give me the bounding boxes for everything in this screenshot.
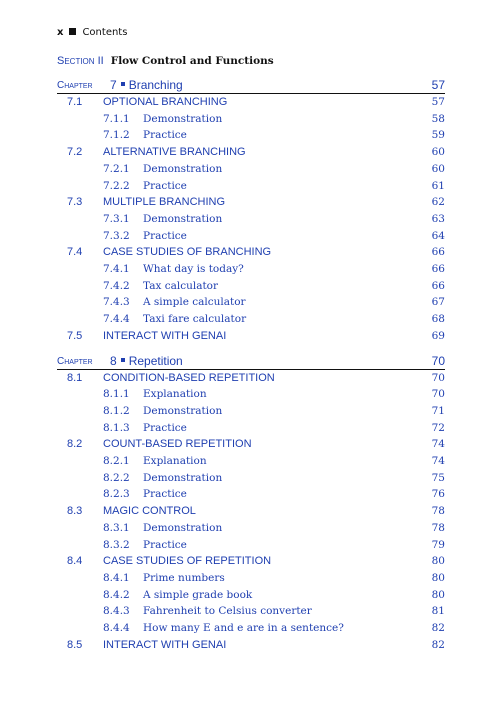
entry-title: Practice — [143, 538, 187, 551]
toc-subsection-entry[interactable] — [57, 113, 445, 127]
entry-page: 59 — [431, 129, 445, 142]
entry-title: CASE STUDIES OF BRANCHING — [103, 246, 272, 259]
toc-subsection-entry[interactable] — [57, 622, 445, 636]
entry-title: ALTERNATIVE BRANCHING — [103, 146, 246, 159]
entry-number: 8.4.4 — [103, 622, 130, 634]
entry-page: 78 — [431, 505, 445, 518]
entry-page: 60 — [431, 162, 445, 175]
chapter-name: Branching — [128, 78, 183, 92]
entry-page: 70 — [431, 371, 445, 384]
section-label: Section II — [57, 55, 104, 67]
entry-page: 75 — [431, 471, 445, 484]
entry-title: Practice — [143, 421, 187, 434]
toc-subsection-entry[interactable] — [57, 296, 445, 310]
entry-number: 7.2.2 — [103, 179, 130, 192]
toc-section-entry[interactable] — [57, 555, 445, 569]
toc-section-entry[interactable] — [57, 372, 445, 386]
chapter-number: 7 — [110, 78, 117, 92]
toc-subsection-entry[interactable] — [57, 522, 445, 536]
toc-subsection-entry[interactable] — [57, 488, 445, 502]
entry-number: 7.3.1 — [103, 212, 130, 225]
entry-number: 7.1 — [67, 96, 83, 108]
entry-title: How many E and e are in a sentence? — [143, 622, 344, 634]
entry-number: 8.2.1 — [103, 455, 130, 467]
toc-subsection-entry[interactable] — [57, 472, 445, 486]
entry-page: 70 — [431, 388, 445, 401]
entry-page: 79 — [431, 538, 445, 551]
entry-number: 8.4.1 — [103, 571, 130, 584]
toc-subsection-entry[interactable] — [57, 280, 445, 294]
header-title: Contents — [82, 27, 128, 38]
entry-number: 7.4.4 — [103, 313, 130, 326]
entry-number: 8.5 — [67, 638, 83, 651]
entry-number: 8.1 — [67, 371, 83, 384]
toc-subsection-entry[interactable] — [57, 180, 445, 194]
toc-subsection-entry[interactable] — [57, 589, 445, 603]
entry-title: Tax calculator — [143, 279, 219, 292]
entry-title: A simple grade book — [143, 588, 253, 601]
toc-section-entry[interactable] — [57, 246, 445, 260]
entry-number: 7.3 — [67, 196, 83, 209]
toc-subsection-entry[interactable] — [57, 213, 445, 227]
entry-number: 7.1.1 — [103, 112, 130, 125]
entry-page: 76 — [431, 488, 445, 501]
entry-number: 8.4 — [67, 555, 83, 568]
entry-page: 66 — [431, 246, 445, 259]
entry-number: 8.1.1 — [103, 388, 130, 401]
chapter-heading[interactable] — [57, 79, 445, 94]
toc-subsection-entry[interactable] — [57, 405, 445, 419]
entry-title: Practice — [143, 229, 187, 242]
entry-page: 69 — [431, 329, 445, 342]
toc-section-entry[interactable] — [57, 96, 445, 110]
toc-section-entry[interactable] — [57, 146, 445, 160]
entry-page: 80 — [431, 571, 445, 584]
entry-number: 8.1.2 — [103, 404, 130, 417]
entry-page: 71 — [431, 404, 445, 417]
entry-number: 8.1.3 — [103, 421, 130, 434]
entry-page: 66 — [431, 263, 445, 275]
square-separator-icon — [121, 358, 125, 362]
toc-subsection-entry[interactable] — [57, 455, 445, 469]
chapter-label: Chapter — [57, 355, 93, 367]
entry-title: Practice — [143, 129, 187, 142]
entry-title: Taxi fare calculator — [143, 313, 247, 326]
entry-title: Fahrenheit to Celsius converter — [143, 605, 312, 618]
entry-title: OPTIONAL BRANCHING — [103, 96, 228, 108]
chapter-number: 8 — [110, 353, 117, 368]
entry-number: 8.3.1 — [103, 521, 130, 534]
entry-title: INTERACT WITH GENAI — [103, 329, 227, 342]
chapter-name: Repetition — [128, 353, 183, 368]
toc-subsection-entry[interactable] — [57, 230, 445, 244]
chapter-title — [110, 354, 183, 368]
entry-page: 68 — [431, 313, 445, 326]
entry-page: 81 — [431, 605, 445, 618]
entry-page: 72 — [431, 421, 445, 434]
square-separator-icon — [121, 82, 125, 86]
entry-page: 58 — [431, 112, 445, 125]
entry-number: 7.4.3 — [103, 296, 130, 309]
entry-page: 74 — [431, 438, 445, 451]
entry-page: 78 — [431, 521, 445, 534]
entry-title: MAGIC CONTROL — [103, 505, 196, 518]
toc-subsection-entry[interactable] — [57, 388, 445, 402]
entry-number: 8.4.2 — [103, 588, 130, 601]
entry-page: 57 — [431, 96, 445, 108]
toc-subsection-entry[interactable] — [57, 605, 445, 619]
entry-title: Demonstration — [143, 212, 223, 225]
entry-number: 7.5 — [67, 329, 83, 342]
toc-subsection-entry[interactable] — [57, 263, 445, 277]
entry-title: Demonstration — [143, 112, 223, 125]
toc-subsection-entry[interactable] — [57, 539, 445, 553]
toc-section-entry[interactable] — [57, 505, 445, 519]
entry-page: 63 — [431, 212, 445, 225]
toc-section-entry[interactable] — [57, 330, 445, 344]
entry-number: 7.4.1 — [103, 263, 130, 275]
chapter-heading[interactable] — [57, 355, 445, 370]
page-number: x — [57, 27, 64, 38]
chapter-title — [110, 78, 183, 92]
toc-subsection-entry[interactable] — [57, 129, 445, 143]
entry-title: MULTIPLE BRANCHING — [103, 196, 226, 209]
entry-page: 82 — [431, 638, 445, 651]
entry-page: 60 — [431, 146, 445, 159]
square-bullet-icon — [69, 28, 76, 35]
entry-title: Demonstration — [143, 162, 223, 175]
entry-title: Demonstration — [143, 471, 223, 484]
toc-section-entry[interactable] — [57, 438, 445, 452]
toc-subsection-entry[interactable] — [57, 313, 445, 327]
toc-section-entry[interactable] — [57, 196, 445, 210]
chapter-label: Chapter — [57, 80, 93, 91]
chapter-page: 70 — [431, 353, 445, 368]
entry-title: CASE STUDIES OF REPETITION — [103, 555, 272, 568]
entry-number: 8.2 — [67, 438, 83, 451]
entry-number: 8.3.2 — [103, 538, 130, 551]
entry-page: 67 — [431, 296, 445, 309]
entry-title: Practice — [143, 179, 187, 192]
entry-page: 64 — [431, 229, 445, 242]
entry-number: 7.2.1 — [103, 162, 130, 175]
entry-title: Demonstration — [143, 404, 223, 417]
entry-title: What day is today? — [143, 263, 244, 275]
entry-number: 8.2.3 — [103, 488, 130, 501]
entry-title: Practice — [143, 488, 187, 501]
chapter-page: 57 — [431, 78, 445, 92]
entry-title: Prime numbers — [143, 571, 225, 584]
entry-number: 7.2 — [67, 146, 83, 159]
entry-number: 7.4.2 — [103, 279, 130, 292]
entry-number: 7.4 — [67, 246, 83, 259]
toc-subsection-entry[interactable] — [57, 422, 445, 436]
entry-page: 74 — [431, 455, 445, 467]
section-heading[interactable] — [57, 55, 274, 67]
entry-title: Explanation — [143, 455, 207, 467]
entry-page: 82 — [431, 622, 445, 634]
entry-page: 62 — [431, 196, 445, 209]
entry-title: CONDITION-BASED REPETITION — [103, 371, 275, 384]
entry-number: 8.3 — [67, 505, 83, 518]
entry-number: 7.3.2 — [103, 229, 130, 242]
entry-title: Demonstration — [143, 521, 223, 534]
toc-subsection-entry[interactable] — [57, 572, 445, 586]
entry-page: 80 — [431, 555, 445, 568]
entry-number: 7.1.2 — [103, 129, 130, 142]
entry-page: 66 — [431, 279, 445, 292]
entry-number: 8.4.3 — [103, 605, 130, 618]
toc-subsection-entry[interactable] — [57, 163, 445, 177]
toc-section-entry[interactable] — [57, 639, 445, 653]
entry-title: A simple calculator — [143, 296, 246, 309]
running-header — [57, 27, 127, 38]
entry-title: COUNT-BASED REPETITION — [103, 438, 252, 451]
entry-page: 80 — [431, 588, 445, 601]
entry-number: 8.2.2 — [103, 471, 130, 484]
entry-title: INTERACT WITH GENAI — [103, 638, 227, 651]
section-title: Flow Control and Functions — [110, 55, 274, 67]
entry-page: 61 — [431, 179, 445, 192]
entry-title: Explanation — [143, 388, 207, 401]
